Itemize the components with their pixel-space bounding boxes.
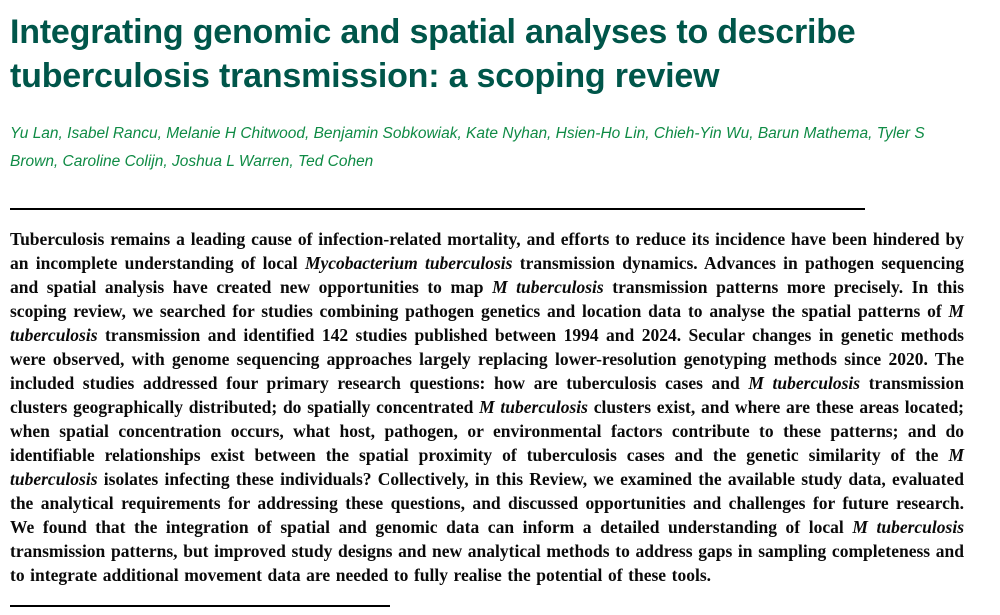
abstract-text: Tuberculosis remains a leading cause of infection-related mortality, and efforts to reduce its incidence have been hindered by an incomplete understanding of local Mycobacterium tuberculosis transmission dynamics. Advances in pathogen sequencing and spatial analysis have created new opportunities to map M tuberculosis transmission patterns more precisely. In this scoping review, we searched for studies combining pathogen genetics and location data to analyse the spatial patterns of M tuberculosis transmission and identified 142 studies published between 1994 and 2024. Secular changes in genetic methods were observed, with genome sequencing approaches largely replacing lower-resolution genotyping methods since 2020. The included studies addressed four primary research questions: how are tuberculosis cases and M tuberculosis transmission clusters geographically distributed; do spatially concentrated M tuberculosis clusters exist, and where are these areas located; when spatial concentration occurs, what host, pathogen, or environmental factors contribute to these patterns; and do identifiable relationships exist between the spatial proximity of tuberculosis cases and the genetic similarity of the M tuberculosis isolates infecting these individuals? Collectively, in this Review, we examined the available study data, evaluated the analytical requirements for addressing these questions, and discussed opportunities and challenges for future research. We found that the integration of spatial and genomic data can inform a detailed understanding of local M tuberculosis transmission patterns, but improved study designs and new analytical methods to address gaps in sampling completeness and to integrate additional movement data are needed to fully realise the potential of these tools. (10, 229, 965, 585)
divider-bottom (10, 605, 390, 607)
divider-top (10, 208, 865, 210)
author-list: Yu Lan, Isabel Rancu, Melanie H Chitwood, Benjamin Sobkowiak, Kate Nyhan, Hsien-Ho Lin, Chieh-Yin Wu, Barun Mathema, Tyler S Brown, Caroline Colijn, Joshua L Warren, Ted Cohen (10, 125, 925, 170)
paper-title: Integrating genomic and spatial analyses to describe tuberculosis transmission: a scoping review (10, 13, 856, 95)
